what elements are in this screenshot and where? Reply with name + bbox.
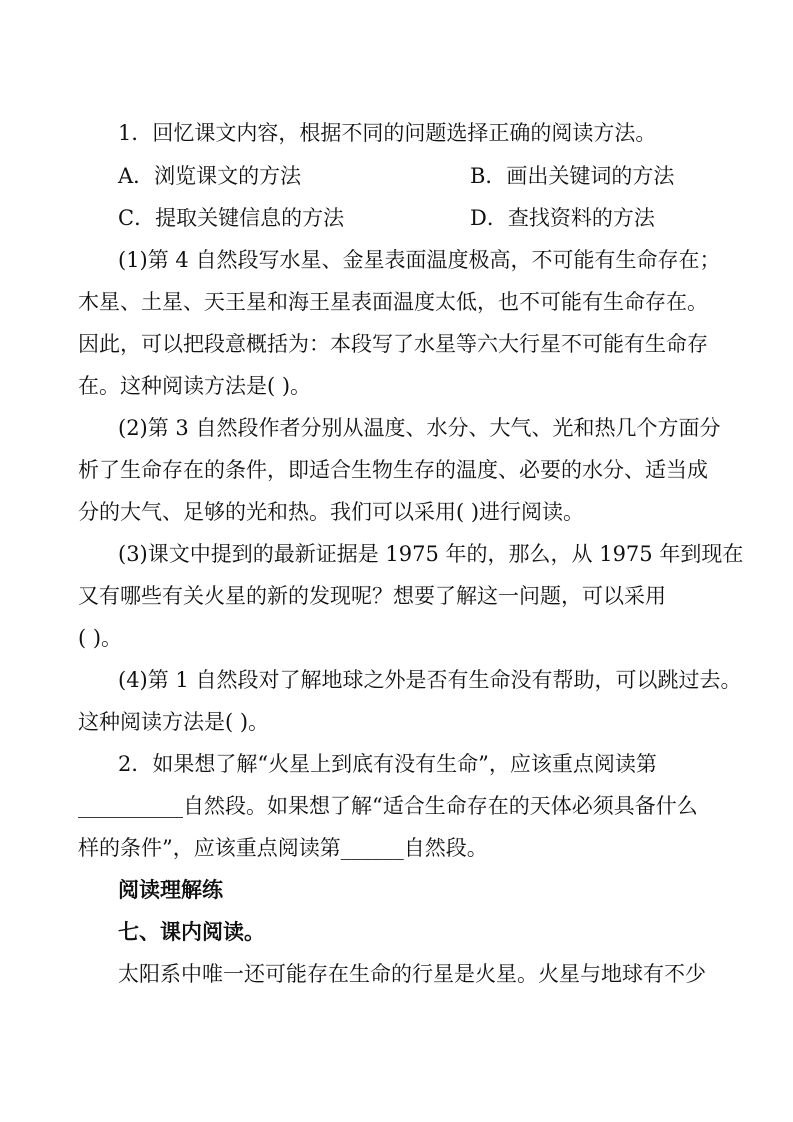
sub-question-4-line-2: 这种阅读方法是( )。 <box>78 710 270 734</box>
question-2-line-2: __________自然段。如果想了解“适合生命存在的天体必须具备什么 <box>78 794 698 818</box>
sub-question-1-line-3: 因此，可以把段意概括为：本段写了水星等六大行星不可能有生命存 <box>78 332 708 356</box>
sub-question-2-line-2: 析了生命存在的条件，即适合生物生存的温度、必要的水分、适当成 <box>78 458 708 482</box>
question-2-line-1: 2．如果想了解“火星上到底有没有生命”，应该重点阅读第 <box>118 752 657 776</box>
sub-question-1-line-4: 在。这种阅读方法是( )。 <box>78 374 312 398</box>
option-a: A．浏览课文的方法 <box>118 164 302 188</box>
sub-question-3-line-1: (3)课文中提到的最新证据是 1975 年的，那么，从 1975 年到现在 <box>118 542 744 566</box>
question-2-line-3: 样的条件”，应该重点阅读第______自然段。 <box>78 836 488 860</box>
section-title: 七、课内阅读。 <box>118 920 265 944</box>
sub-question-1-line-2: 木星、土星、天王星和海王星表面温度太低，也不可能有生命存在。 <box>78 290 708 314</box>
sub-question-4-line-1: (4)第 1 自然段对了解地球之外是否有生命没有帮助，可以跳过去。 <box>118 668 742 692</box>
option-d: D．查找资料的方法 <box>470 206 655 230</box>
sub-question-3-line-2: 又有哪些有关火星的新的发现呢？想要了解这一问题，可以采用 <box>78 584 666 608</box>
option-b: B．画出关键词的方法 <box>470 164 675 188</box>
sub-question-2-line-1: (2)第 3 自然段作者分别从温度、水分、大气、光和热几个方面分 <box>118 416 721 440</box>
sub-question-1-line-1: (1)第 4 自然段写水星、金星表面温度极高，不可能有生命存在； <box>118 248 721 272</box>
sub-question-2-line-3: 分的大气、足够的光和热。我们可以采用( )进行阅读。 <box>78 500 585 524</box>
option-c: C．提取关键信息的方法 <box>118 206 345 230</box>
sub-question-3-line-3: ( )。 <box>78 626 123 650</box>
question-1-title: 1．回忆课文内容，根据不同的问题选择正确的阅读方法。 <box>118 121 657 145</box>
section-label: 阅读理解练 <box>118 878 223 902</box>
passage-line-1: 太阳系中唯一还可能存在生命的行星是火星。火星与地球有不少 <box>118 962 706 986</box>
